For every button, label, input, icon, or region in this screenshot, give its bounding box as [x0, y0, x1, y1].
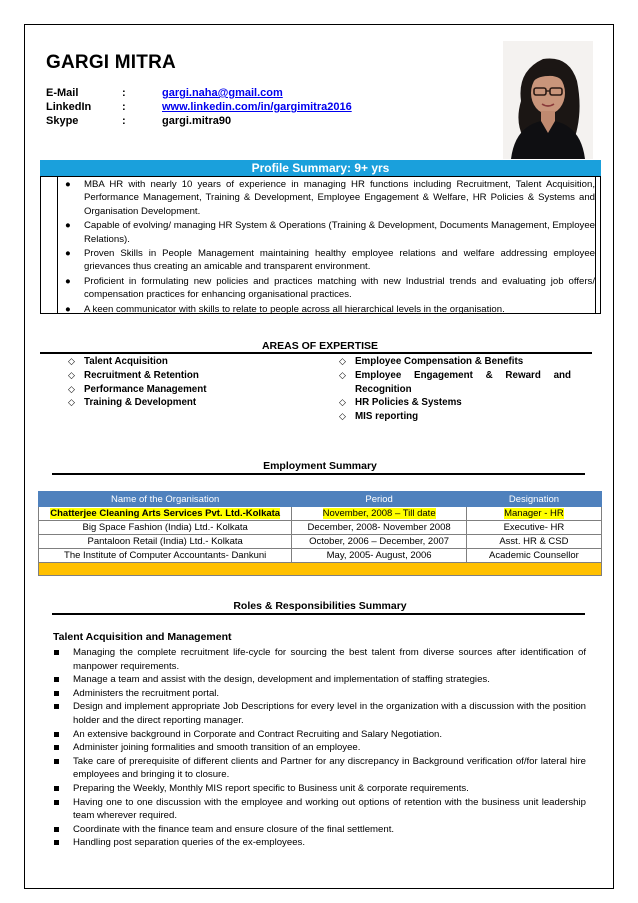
- list-item-text: Coordinate with the finance team and ensure closure of the final settlement.: [73, 823, 395, 835]
- table-cell: Big Space Fashion (India) Ltd.- Kolkata: [39, 521, 292, 535]
- diamond-bullet-icon: ◇: [68, 397, 75, 408]
- table-cell: [466, 507, 601, 521]
- candidate-name: GARGI MITRA: [46, 52, 176, 73]
- diamond-bullet-icon: ◇: [339, 356, 346, 366]
- list-item: [53, 836, 586, 850]
- list-item: [68, 355, 298, 369]
- list-item-text: Talent Acquisition: [84, 356, 168, 367]
- list-item: [60, 219, 595, 246]
- expertise-divider: [40, 352, 592, 354]
- list-item-text: Managing the complete recruitment life-cycle for sourcing the best talent from diverse sources after identification of manpower requirements.: [73, 647, 586, 672]
- bullet-icon: ●: [65, 248, 71, 260]
- roles-title: Roles & Responsibilities Summary: [233, 600, 407, 612]
- portrait-image: [503, 41, 593, 159]
- expertise-list-right: [339, 355, 571, 424]
- list-item-text: Proficient in formulating new policies and practices matching with new Industrial trends and evaluating job offers/ compensation practices for enhancing organisational practices.: [84, 275, 595, 301]
- employment-table: [38, 491, 602, 576]
- square-bullet-icon: [54, 732, 59, 737]
- table-footer-cell: [39, 563, 602, 576]
- table-cell: October, 2006 – December, 2007: [292, 535, 467, 549]
- square-bullet-icon: [54, 786, 59, 791]
- square-bullet-icon: [54, 827, 59, 832]
- list-item: [339, 396, 571, 410]
- square-bullet-icon: [54, 840, 59, 845]
- roles-subheading: Talent Acquisition and Management: [53, 631, 232, 643]
- column-header: Period: [292, 492, 467, 507]
- diamond-bullet-icon: ◇: [68, 356, 75, 366]
- bullet-icon: ●: [65, 275, 71, 287]
- contact-skype-row: [46, 114, 352, 128]
- contact-sep: :: [122, 87, 126, 99]
- list-item: [53, 646, 586, 673]
- list-item-text: An extensive background in Corporate and Contract Recruiting and Salary Negotiation.: [73, 728, 443, 740]
- table-header-row: [39, 492, 602, 507]
- profile-photo: [503, 41, 593, 159]
- table-cell: [39, 507, 292, 521]
- list-item-text: MBA HR with nearly 10 years of experience in managing HR functions including Recruitment, Talent Acquisition, Performance Management, Training & Development, Employee Engagement & Welfare, HR Policies & Systems and Organisation Development.: [84, 179, 595, 217]
- list-item-text: Capable of evolving/ managing HR System & Operations (Training & Development, Documents Management, Employee Relations).: [84, 220, 595, 245]
- list-item: [53, 673, 586, 687]
- diamond-bullet-icon: ◇: [68, 383, 75, 394]
- table-cell: The Institute of Computer Accountants- Dankuni: [39, 549, 292, 563]
- contact-sep: :: [122, 101, 126, 113]
- expertise-title: AREAS OF EXPERTISE: [261, 340, 379, 352]
- list-item: [68, 383, 298, 397]
- diamond-bullet-icon: ◇: [339, 411, 346, 422]
- bullet-icon: ●: [65, 303, 71, 315]
- list-item-text: A keen communicator with skills to relate to people across all hierarchical levels in the organisation.: [84, 303, 505, 315]
- list-item: [339, 355, 571, 369]
- column-header: Designation: [466, 492, 601, 507]
- list-item-text: Recruitment & Retention: [84, 369, 199, 381]
- contact-sep: :: [122, 115, 126, 127]
- list-item-text: HR Policies & Systems: [355, 397, 462, 409]
- list-item-text: Training & Development: [84, 397, 197, 409]
- list-item: [60, 303, 595, 316]
- table-row: [39, 535, 602, 549]
- list-item: [60, 275, 595, 302]
- list-item: [339, 410, 571, 424]
- list-item: [53, 687, 586, 701]
- table-cell: Pantaloon Retail (India) Ltd.- Kolkata: [39, 535, 292, 549]
- list-item-text: Employee Compensation & Benefits: [355, 356, 524, 367]
- table-row: [39, 549, 602, 563]
- list-item: [53, 728, 586, 742]
- column-header: Name of the Organisation: [39, 492, 292, 507]
- list-item: [53, 782, 586, 796]
- list-item: [68, 396, 298, 410]
- list-item-text: Administers the recruitment portal.: [73, 687, 220, 699]
- list-item-text: Having one to one discussion with the employee and working out options of retention with the business unit leadership team wherever required.: [73, 796, 586, 822]
- list-item: [53, 755, 586, 782]
- list-item-text: Take care of prerequisite of different clients and Partner for any discrepancy in Background verification of/for lateral hire employees and bringing it to closure.: [73, 755, 586, 781]
- linkedin-link[interactable]: www.linkedin.com/in/gargimitra2016: [162, 101, 352, 113]
- table-footer-row: [39, 563, 602, 576]
- list-item-text: Preparing the Weekly, Monthly MIS report specific to Business unit & corporate requirements.: [73, 782, 469, 794]
- roles-divider: [52, 613, 585, 615]
- square-bullet-icon: [54, 759, 59, 764]
- contact-block: [46, 86, 352, 128]
- diamond-bullet-icon: ◇: [68, 369, 75, 380]
- list-item: [60, 247, 595, 274]
- cell-text: Manager - HR: [504, 508, 564, 519]
- table-cell: Asst. HR & CSD: [466, 535, 601, 549]
- square-bullet-icon: [54, 745, 59, 750]
- square-bullet-icon: [54, 677, 59, 682]
- email-link[interactable]: gargi.naha@gmail.com: [162, 87, 283, 99]
- table-row: [39, 507, 602, 521]
- cell-text: November, 2008 – Till date: [322, 508, 436, 519]
- list-item: [60, 178, 595, 218]
- list-item: [53, 823, 586, 837]
- bullet-icon: ●: [65, 220, 71, 232]
- list-item-text: MIS reporting: [355, 411, 419, 423]
- list-item-text: Employee Engagement & Reward and Recognition: [355, 369, 571, 395]
- table-cell: December, 2008- November 2008: [292, 521, 467, 535]
- list-item: [53, 741, 586, 755]
- roles-list: [53, 646, 586, 850]
- square-bullet-icon: [54, 704, 59, 709]
- list-item-text: Manage a team and assist with the design, development and implementation of staffing strategies.: [73, 674, 490, 686]
- list-item: [339, 369, 571, 397]
- diamond-bullet-icon: ◇: [339, 397, 346, 408]
- bullet-icon: ●: [65, 179, 71, 190]
- employment-title: Employment Summary: [263, 460, 377, 472]
- table-cell: Executive- HR: [466, 521, 601, 535]
- square-bullet-icon: [54, 650, 59, 655]
- profile-summary-list: [60, 178, 595, 317]
- list-item: [68, 369, 298, 383]
- cell-text: Chatterjee Cleaning Arts Services Pvt. Ltd.-Kolkata: [50, 508, 281, 519]
- expertise-list-left: [68, 355, 298, 410]
- list-item-text: Administer joining formalities and smooth transition of an employee.: [73, 742, 361, 754]
- employment-divider: [52, 473, 585, 475]
- list-item: [53, 700, 586, 727]
- square-bullet-icon: [54, 691, 59, 696]
- table-cell: Academic Counsellor: [466, 549, 601, 563]
- contact-linkedin-row: [46, 100, 352, 114]
- profile-summary-title: Profile Summary: 9+ yrs: [40, 160, 601, 176]
- square-bullet-icon: [54, 800, 59, 805]
- skype-id: gargi.mitra90: [162, 115, 232, 127]
- list-item-text: Handling post separation queries of the ex-employees.: [73, 837, 305, 849]
- list-item-text: Design and implement appropriate Job Descriptions for every level in the organization with a discussion with the position holder and the direct reporting manager.: [73, 701, 586, 726]
- contact-label: LinkedIn: [46, 101, 92, 113]
- list-item-text: Performance Management: [84, 383, 207, 395]
- list-item: [53, 796, 586, 823]
- table-cell: May, 2005- August, 2006: [292, 549, 467, 563]
- list-item-text: Proven Skills in People Management maintaining healthy employee relations and welfare addressing employee grievances thus creating an amicable and transparent environment.: [84, 248, 595, 273]
- table-cell: [292, 507, 467, 521]
- contact-label: Skype: [46, 115, 79, 127]
- contact-email-row: [46, 86, 352, 100]
- diamond-bullet-icon: ◇: [339, 369, 346, 380]
- table-row: [39, 521, 602, 535]
- contact-label: E-Mail: [46, 87, 79, 99]
